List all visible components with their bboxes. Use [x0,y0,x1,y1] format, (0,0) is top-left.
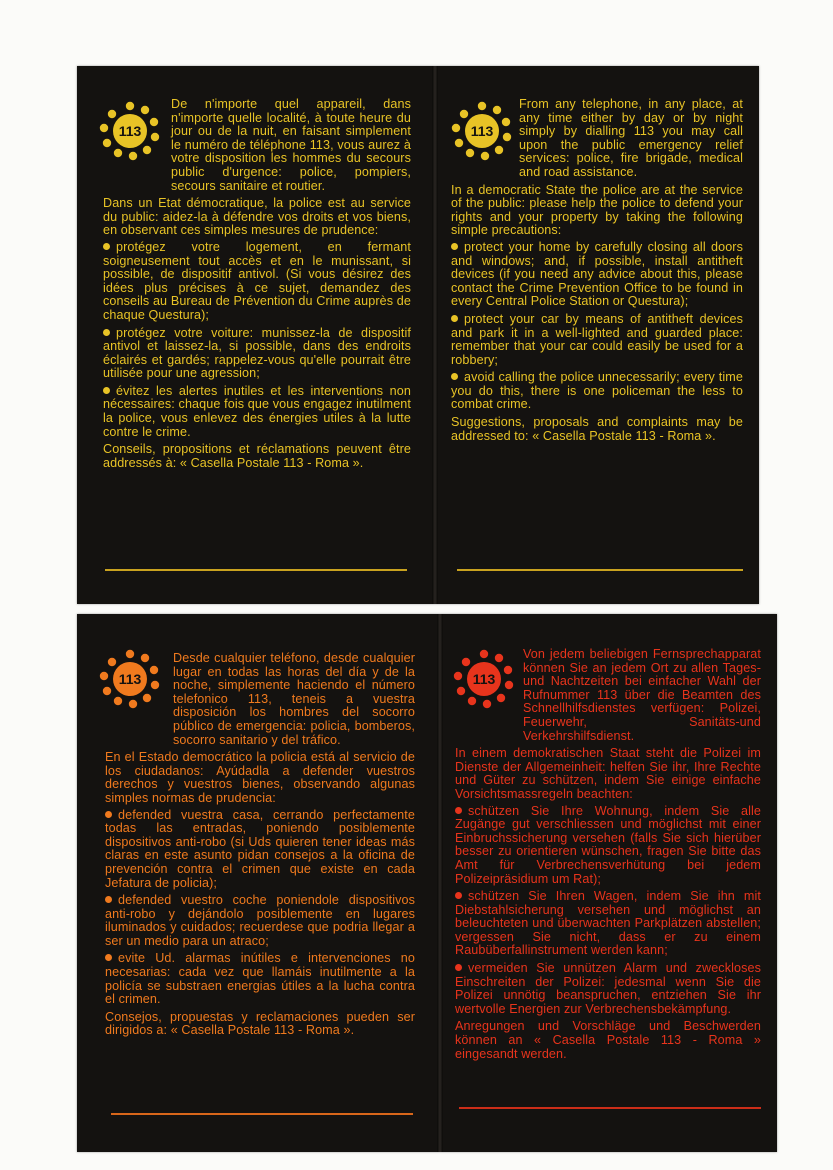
bullet-icon [103,329,110,336]
closing-text: Suggestions, proposals and complaints may be addressed to: « Casella Postale 113 - Roma ». [451,415,743,443]
list-item: vermeiden Sie unnützen Alarm und zweckloses Einschreiten der Polizei: jedesmal wenn Sie die Polizei unnötig beanspruchen, entziehen Sie ihr wertvolle Energien zur Verbrechensbekämpfung. [455,961,761,1016]
list-item: schützen Sie Ihren Wagen, indem Sie ihn mit Diebstahlsicherung versehen und möglichst an beleuchteten und überwachten Parkplätzen abstellen; vergessen Sie nicht, dass er zu einem Raubüberfallinstrument werden kann; [455,889,761,958]
panel-spanish [77,614,435,1152]
bottom-rule [111,1113,413,1115]
bottom-rule [105,569,407,571]
panel-english [435,66,759,604]
panel-french [77,66,429,604]
paragraph-text: In a democratic State the police are at the service of the public: please help the police to defend your rights and your property by taking the following simple precautions: [451,182,743,238]
list-item: protect your home by carefully closing all doors and windows; and, if possible, install antitheft devices (if you need any advice about this, please contact the Crime Prevention Office to be found in every Central Police Station or Questura); [451,239,743,309]
bottom-rule [457,569,743,571]
paragraph-text: Dans un Etat démocratique, la police est au service du public: aidez-la à défendre vos droits et vos biens, en observant ces simples mesures de prudence: [103,196,411,238]
dial-number: 113 [470,123,494,139]
list-item: évitez les alertes inutiles et les interventions non nécessaires: chaque fois que vous engagez inutilment la police, vous enlevez des énergies utiles à la lutte contre le crime. [103,383,411,439]
bullet-icon [105,811,112,818]
closing-text: Conseils, propositions et réclamations peuvent être addressés à: « Casella Postale 113 - Roma ». [103,442,411,470]
dial-number: 113 [118,671,142,687]
bullet-icon [451,373,458,380]
bullet-icon [455,892,462,899]
bullet-icon [105,896,112,903]
paragraph-text: In einem demokratischen Staat steht die Polizei im Dienste der Allgemeinheit: helfen Sie ihr, Ihre Rechte und Güter zu schützen, indem Sie einige einfache Vorsichtsmassregeln beachten: [455,746,761,801]
intro-text: Desde cualquier teléfono, desde cualquier lugar en todas las horas del día y de la noche, simplemente haciendo el número telefonico 113, teneis a vuestra disposición los hombres del socorro público de emergencia: policia, bomberos, socorro sanitario y del tráfico. [173,651,415,747]
list-item: evite Ud. alarmas inútiles e intervenciones no necesarias: cada vez que llamáis inutilmente a la policía se substraen energias útiles a la lucha contra el crimen. [105,951,415,1007]
closing-text: Consejos, propuestas y reclamaciones pueden ser dirigidos a: « Casella Postale 113 - Roma ». [105,1009,415,1038]
list-item: protégez votre voiture: munissez-la de dispositif antivol et laissez-la, si possible, dans des endroits éclairés et gardés; rappelez-vous qu'elle pourrait être utilisée pour une agression; [103,325,411,381]
leaflet-bottom-spread [77,614,777,1152]
panel-german [441,614,777,1152]
bottom-rule [459,1107,761,1109]
intro-text: From any telephone, in any place, at any time either by day or by night simply by dialling 113 you may call upon the public emergency relief services: police, fire brigade, medical and road assistance. [519,97,743,179]
list-item: protégez votre logement, en fermant soigneusement tout accès et en le munissant, si possible, de dispositif antivol. (Si vous désirez des idées plus précises à ce sujet, demandez des conseils au Bureau de Prévention du Crime auprès de chaque Questura); [103,239,411,322]
list-item: defended vuestro coche poniendole dispositivos anti-robo y dejándolo posiblemente en lugares iluminados y cuidados; recuerdese que podria llegar a ser un medio para un atraco; [105,893,415,948]
bullet-icon [451,315,458,322]
dial-number: 113 [118,123,142,139]
dial-number: 113 [472,671,496,687]
intro-text: De n'importe quel appareil, dans n'importe quelle localité, à toute heure du jour ou de la nuit, en faisant simplement le numéro de téléphone 113, vous aurez à votre disposition les hommes du secours public d'urgence: police, pompiers, secours sanitaire et routier. [171,97,411,193]
closing-text: Anregungen und Vorschläge und Beschwerden können an « Casella Postale 113 - Roma » eingesandt werden. [455,1019,761,1061]
intro-text: Von jedem beliebigen Fernsprechapparat können Sie an jedem Ort zu allen Tages-und Nachtzeiten bei einfacher Wahl der Rufnummer 113 über die Beamten des Schnellhilfsdienstes verfügen: Polizei, Feuerwehr, Sanitäts-und Verkehrshilfsdienst. [523,647,761,743]
list-item: schützen Sie Ihre Wohnung, indem Sie alle Zugänge gut verschliessen und möglichst mit einer Einbruchssicherung versehen (falls Sie sich hierüber besser zu orientieren wünschen, fragen Sie bitte das Amt für Verbrechensverhütung bei jedem Polizeipräsidium um Rat); [455,803,761,886]
bullet-icon [103,387,110,394]
bullet-icon [103,243,110,250]
paragraph-text: En el Estado democrático la policia está al servicio de los ciudadanos: Ayúdadla a defender vuestros derechos y vuestros bienes, observando algunas simples normas de prudencia: [105,750,415,805]
leaflet-top-spread [77,66,759,604]
bullet-icon [455,964,462,971]
bullet-icon [105,954,112,961]
list-item: protect your car by means of antitheft devices and park it in a well-lighted and guarded place: remember that your car could easily be used for a robbery; [451,311,743,367]
bullet-icon [451,243,458,250]
bullet-icon [455,807,462,814]
list-item: avoid calling the police unnecessarily; every time you do this, there is one policeman the less to combat crime. [451,370,743,412]
list-item: defended vuestra casa, cerrando perfectamente todas las entradas, poniendo posiblemente dispositivos anti-robo (si Uds quieren tener ideas más claras en este asunto pidan consejos a la oficina de prevención contra el crimen que existe en cada Jefatura de policia); [105,807,415,890]
